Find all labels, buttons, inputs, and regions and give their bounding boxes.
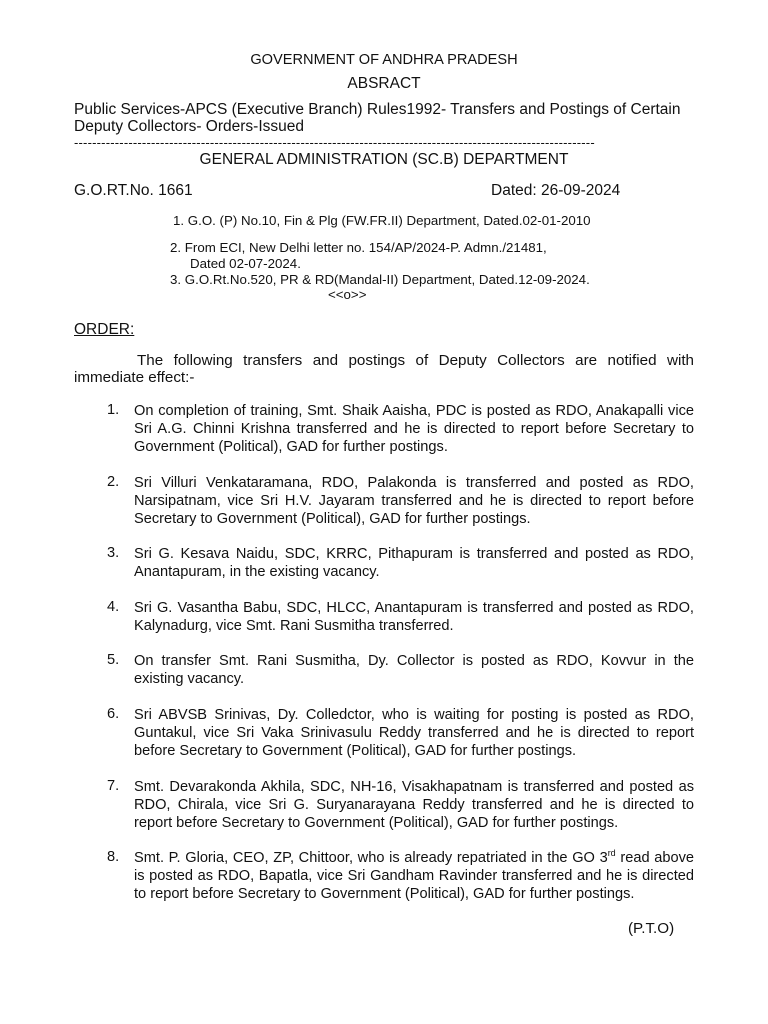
item-number: 2. (107, 474, 120, 490)
subject-line-1: Public Services-APCS (Executive Branch) Rules1992- Transfers and Postings of Certain (74, 101, 681, 118)
ordinal-superscript: rd (607, 848, 616, 859)
reference-end-marker: <<o>> (328, 287, 367, 302)
reference-2-line-2: Dated 02-07-2024. (190, 256, 301, 271)
item-number: 7. (107, 778, 120, 794)
order-intro-line-1: The following transfers and postings of Deputy Collectors are notified with (137, 352, 694, 369)
reference-3: 3. G.O.Rt.No.520, PR & RD(Mandal-II) Department, Dated.12-09-2024. (170, 272, 590, 287)
item-number: 3. (107, 545, 120, 561)
pto-marker: (P.T.O) (628, 920, 675, 937)
department-title: GENERAL ADMINISTRATION (SC.B) DEPARTMENT (199, 151, 569, 168)
reference-2-line-1: 2. From ECI, New Delhi letter no. 154/AP/2024-P. Admn./21481, (170, 240, 547, 255)
item-number: 6. (107, 706, 120, 722)
government-title: GOVERNMENT OF ANDHRA PRADESH (250, 52, 518, 68)
go-number: G.O.RT.No. 1661 (74, 182, 193, 199)
item-number: 1. (107, 402, 120, 418)
order-heading: ORDER: (74, 321, 135, 338)
reference-1: 1. G.O. (P) No.10, Fin & Plg (FW.FR.II) Department, Dated.02-01-2010 (173, 213, 591, 228)
item-text: Sri G. Vasantha Babu, SDC, HLCC, Anantapuram is transferred and posted as RDO, Kalynadurg, vice Smt. Rani Susmitha transferred. (134, 600, 694, 634)
separator-line: ------------------------------------------------------------------------------------------------------------------- (74, 135, 595, 150)
item-text: On transfer Smt. Rani Susmitha, Dy. Collector is posted as RDO, Kovvur in the existing vacancy. (134, 653, 694, 687)
item-number: 4. (107, 599, 120, 615)
item-number: 8. (107, 849, 120, 865)
abstract-label: ABSRACT (347, 75, 421, 92)
item-number: 5. (107, 652, 120, 668)
item-text-part-1: Smt. P. Gloria, CEO, ZP, Chittoor, who is already repatriated in the GO 3 (134, 850, 608, 866)
item-text: Sri ABVSB Srinivas, Dy. Colledctor, who is waiting for posting is posted as RDO, Guntakul, vice Sri Vaka Srinivasulu Reddy transferred and he is directed to report before Secretary to Government (Political), GAD for further postings. (134, 707, 694, 759)
item-text: Smt. Devarakonda Akhila, SDC, NH-16, Visakhapatnam is transferred and posted as RDO, Chirala, vice Sri G. Suryanarayana Reddy transferred and he is directed to report before Secretary to Government (Political), GAD for further postings. (134, 779, 694, 831)
subject-line-2: Deputy Collectors- Orders-Issued (74, 118, 304, 135)
item-text: Sri Villuri Venkataramana, RDO, Palakonda is transferred and posted as RDO, Narsipatnam, vice Sri H.V. Jayaram transferred and he is directed to report before Secretary to Government (Political), GAD for further postings. (134, 475, 694, 527)
item-text: Sri G. Kesava Naidu, SDC, KRRC, Pithapuram is transferred and posted as RDO, Anantapuram, in the existing vacancy. (134, 546, 694, 580)
go-date: Dated: 26-09-2024 (491, 182, 621, 199)
order-intro-line-2: immediate effect:- (74, 369, 195, 386)
item-text: On completion of training, Smt. Shaik Aaisha, PDC is posted as RDO, Anakapalli vice Sri A.G. Chinni Krishna transferred and he is directed to report before Secretary to Government (Political), GAD for further postings. (134, 403, 694, 455)
item-text (134, 849, 694, 903)
item-text-part-2: read above is posted as RDO, Bapatla, vice Sri Gandham Ravinder transferred and he is directed to report before Secretary to Government (Political), GAD for further postings. (134, 850, 694, 902)
